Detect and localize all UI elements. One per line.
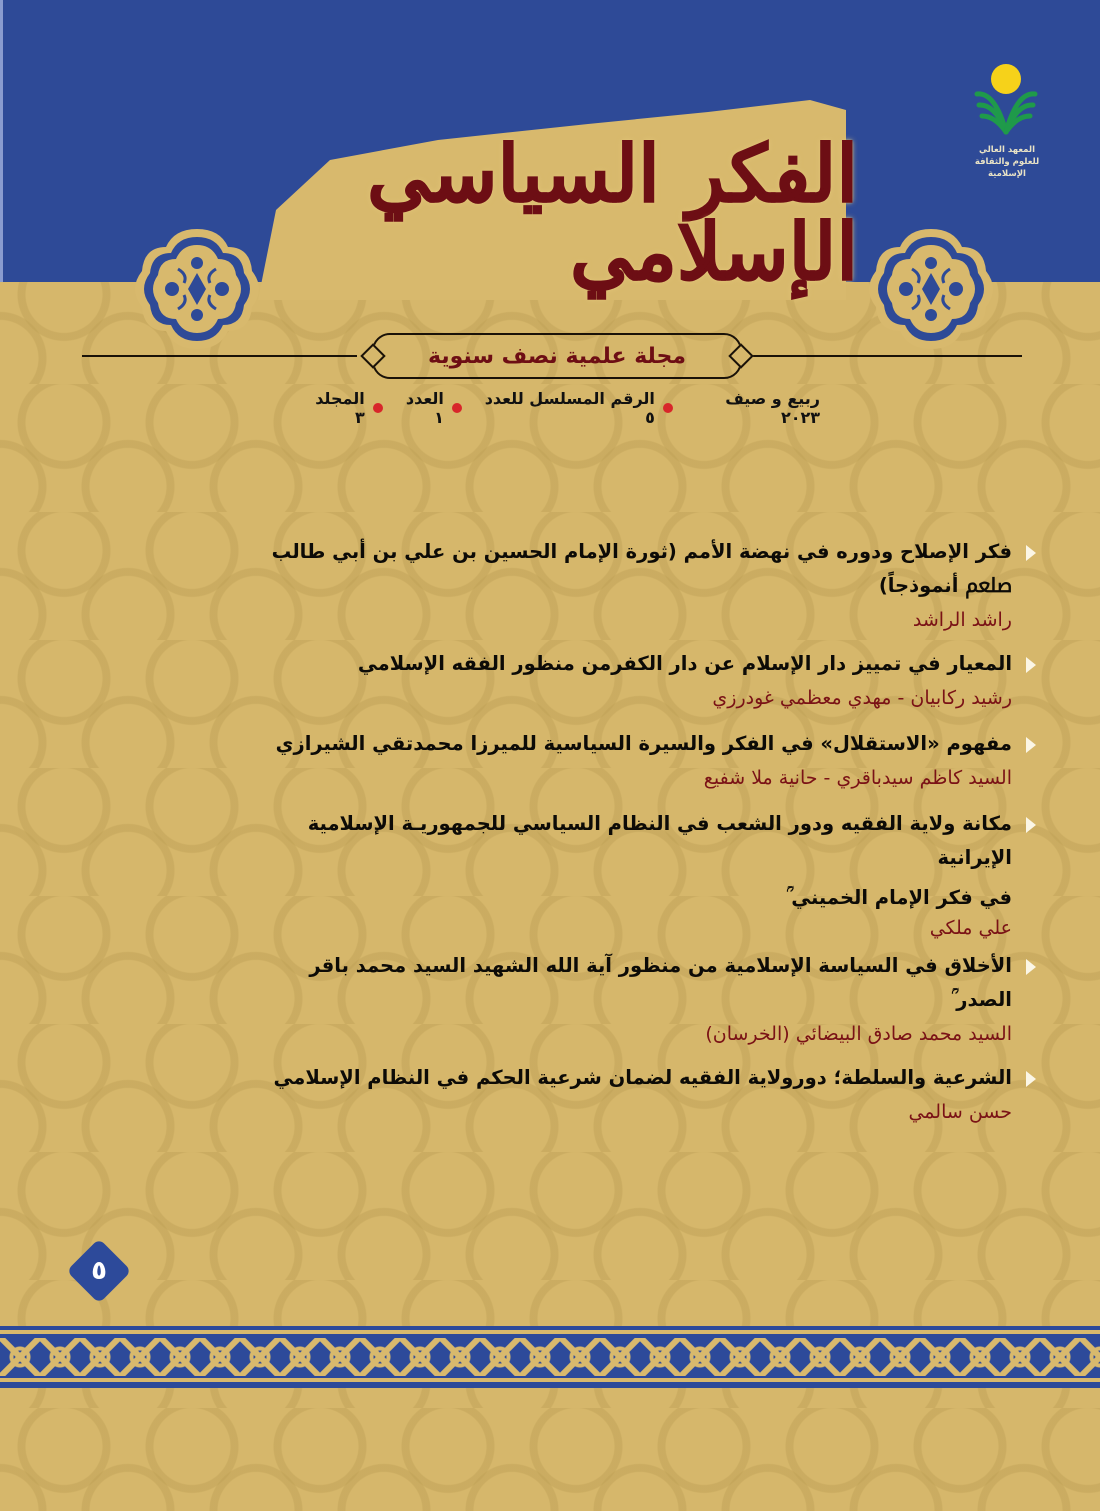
volume-label: المجلد ٣ xyxy=(315,389,365,427)
separator-dot-icon xyxy=(452,403,462,413)
border-rule-bottom xyxy=(0,1378,1100,1382)
article-author: رشيد ركابيان - مهدي معظمي غودرزي xyxy=(712,687,1012,709)
triangle-bullet-icon xyxy=(1026,737,1036,753)
article-author: راشد الراشد xyxy=(912,609,1012,631)
subtitle-rule-left xyxy=(82,355,357,357)
knot-pattern xyxy=(0,1338,1100,1376)
separator-dot-icon xyxy=(373,403,383,413)
toc-item xyxy=(260,535,1040,637)
institute-name-line-2: للعلوم والثقافة الإسلامية xyxy=(974,157,1040,179)
rosette-ornament-left-icon xyxy=(128,225,266,353)
article-title: المعيار في تمييز دار الإسلام عن دار الكفرمن منظور الفقه الإسلامي xyxy=(260,647,1040,681)
toc-item xyxy=(260,727,1040,795)
article-title: مكانة ولاية الفقيه ودور الشعب في النظام السياسي للجمهوريـة الإسلامية الإيرانية في فكر الإمام الخميني ؒ xyxy=(260,807,1040,915)
article-title: فكر الإصلاح ودوره في نهضة الأمم (ثورة الإمام الحسين بن علي بن أبي طالب ﷵ أنموذجاً) xyxy=(260,535,1040,603)
table-of-contents xyxy=(260,535,1040,1129)
number-label: العدد ١ xyxy=(405,389,444,427)
season-label: ربيع و صيف ٢٠٢٣ xyxy=(725,389,820,427)
issue-number: ٥ xyxy=(91,1256,107,1286)
article-author: حسن سالمي xyxy=(908,1101,1012,1123)
journal-subtitle: مجلة علمية نصف سنوية xyxy=(428,343,687,369)
toc-item xyxy=(260,807,1040,941)
serial-label: الرقم المسلسل للعدد ٥ xyxy=(484,389,655,427)
knotwork-border xyxy=(0,1326,1100,1388)
article-title: مفهوم «الاستقلال» في الفكر والسيرة السياسية للميرزا محمدتقي الشيرازي xyxy=(260,727,1040,761)
triangle-bullet-icon xyxy=(1026,959,1036,975)
article-author: السيد كاظم سيدباقري - حانية ملا شفيع xyxy=(703,767,1012,789)
triangle-bullet-icon xyxy=(1026,545,1036,561)
subtitle-rule-right xyxy=(752,355,1022,357)
separator-dot-icon xyxy=(663,403,673,413)
rosette-ornament-right-icon xyxy=(862,225,1000,353)
toc-item xyxy=(260,949,1040,1051)
open-book-leaves-icon xyxy=(973,86,1039,136)
article-author: علي ملكي xyxy=(929,917,1012,939)
triangle-bullet-icon xyxy=(1026,1071,1036,1087)
institute-logo xyxy=(955,62,1075,180)
triangle-bullet-icon xyxy=(1026,657,1036,673)
institute-name-line-1: المعهد العالي xyxy=(979,145,1035,155)
triangle-bullet-icon xyxy=(1026,817,1036,833)
article-author: السيد محمد صادق البيضائي (الخرسان) xyxy=(705,1023,1012,1045)
border-rule-top xyxy=(0,1330,1100,1334)
journal-title: الفكر السياسي الإسلامي xyxy=(367,129,858,298)
article-title: الشرعية والسلطة؛ دورولاية الفقيه لضمان شرعية الحكم في النظام الإسلامي xyxy=(260,1061,1040,1095)
institute-name xyxy=(955,144,1059,180)
toc-item xyxy=(260,1061,1040,1129)
issue-info xyxy=(300,389,820,427)
article-title: الأخلاق في السياسة الإسلامية من منظور آية الله الشهيد السيد محمد باقر الصدر ؒ xyxy=(260,949,1040,1017)
toc-item xyxy=(260,647,1040,715)
